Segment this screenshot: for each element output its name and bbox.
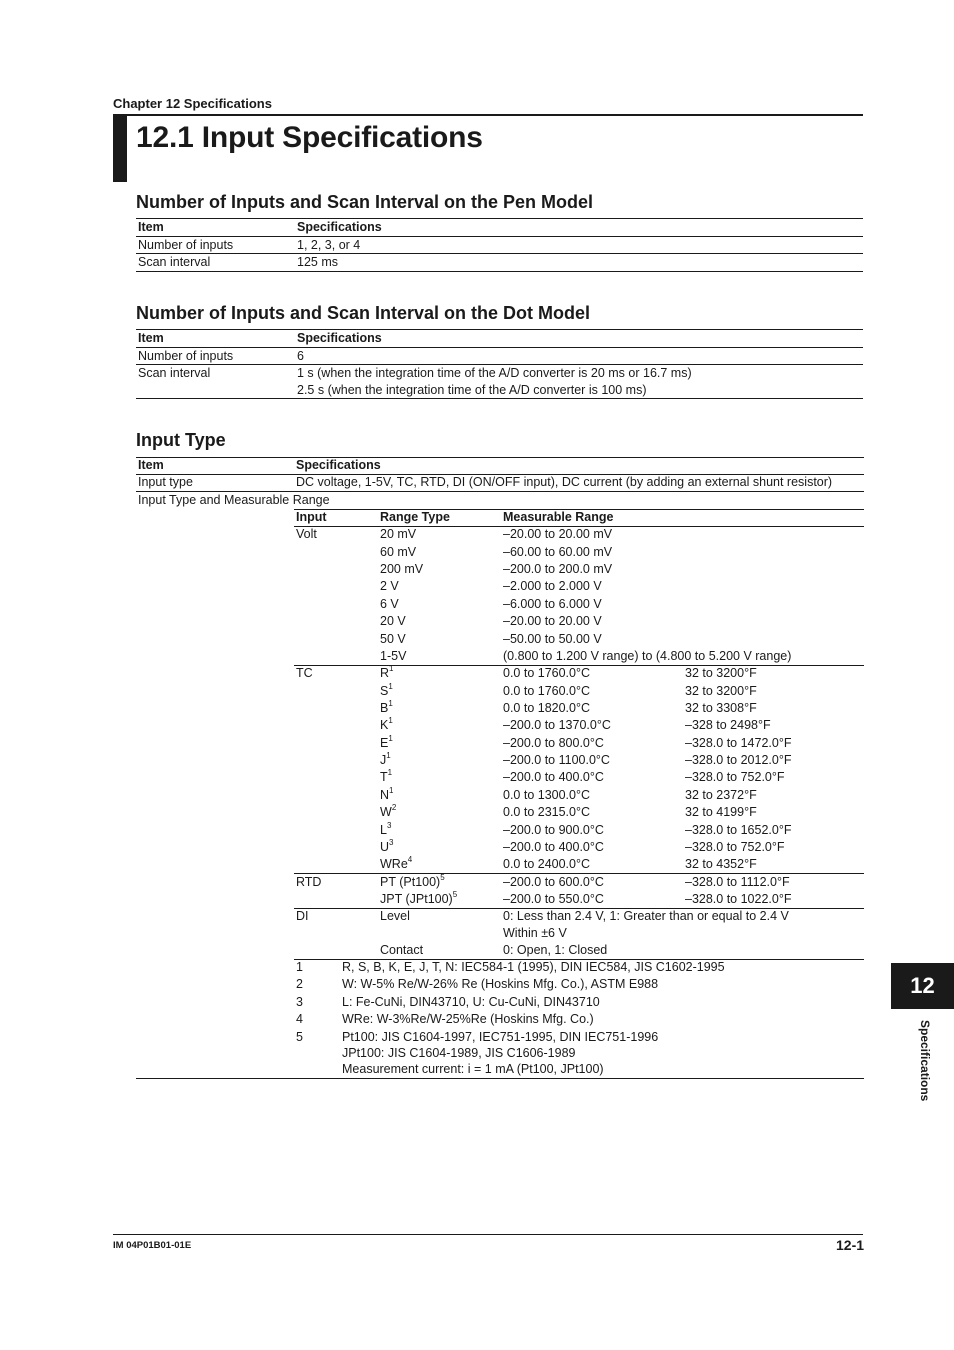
note-number: 5 [296, 1030, 303, 1044]
range-type: PT $(Pt100)^5$ [380, 873, 445, 889]
range-value: 0: Open, 1: Closed [503, 943, 608, 957]
row-item: Input type [138, 475, 193, 489]
row-item: Number of inputs [136, 236, 295, 254]
range-type: $J^1$ [380, 751, 391, 767]
range-type: $B^1$ [380, 699, 393, 715]
table-row [136, 365, 863, 399]
range-type: $L^3$ [380, 821, 392, 837]
range-type: $N^1$ [380, 786, 394, 802]
range-celsius: 0.0 to 1760.0°C [503, 684, 591, 698]
range-fahrenheit: 32 to 4199°F [685, 805, 757, 819]
range-celsius: –200.0 to 600.0°C [503, 875, 604, 889]
note-text: JPt100: JIS C1604-1989, JIS C1606-1989 [342, 1046, 576, 1060]
input-rtd: RTD [296, 875, 322, 889]
range-celsius: 0.0 to 1760.0°C [503, 666, 591, 680]
range-fahrenheit: –328.0 to 1472.0°F [685, 736, 792, 750]
range-type: 200 mV [380, 562, 424, 576]
range-value: –6.000 to 6.000 V [503, 597, 602, 611]
row-spec: 1, 2, 3, or 4 [295, 236, 863, 254]
sub-col-measurable: Measurable Range [503, 510, 614, 524]
chapter-tab[interactable]: 12 [891, 963, 954, 1009]
note-text: Measurement current: i = 1 mA (Pt100, JPt100) [342, 1062, 604, 1076]
range-value: –50.00 to 50.00 V [503, 632, 602, 646]
range-type: $W^2$ [380, 803, 397, 819]
range-celsius: –200.0 to 1370.0°C [503, 718, 611, 732]
range-value: 0: Less than 2.4 V, 1: Greater than or equal to 2.4 V [503, 909, 789, 923]
rule [136, 1078, 864, 1079]
range-celsius: –200.0 to 800.0°C [503, 736, 604, 750]
range-celsius: 0.0 to 1300.0°C [503, 788, 591, 802]
input-type-heading: Input Type [136, 430, 226, 450]
col-item: Item [138, 458, 164, 472]
col-item: Item [138, 331, 164, 345]
range-value: –200.0 to 200.0 mV [503, 562, 613, 576]
range-type: JPT $(JPt100)^5$ [380, 890, 458, 906]
range-celsius: –200.0 to 900.0°C [503, 823, 604, 837]
range-type: Level [380, 909, 410, 923]
range-celsius: –200.0 to 1100.0°C [503, 753, 610, 767]
range-fahrenheit: –328 to 2498°F [685, 718, 771, 732]
footer-rule [113, 1234, 863, 1235]
range-fahrenheit: –328.0 to 1652.0°F [685, 823, 792, 837]
rule [294, 873, 864, 874]
range-type: $T^1$ [380, 768, 393, 784]
input-tc: TC [296, 666, 313, 680]
row-spec: 125 ms [295, 254, 863, 272]
table-row [136, 347, 863, 365]
range-celsius: 0.0 to 2400.0°C [503, 857, 591, 871]
range-value: Within ±6 V [503, 926, 567, 940]
range-celsius: –200.0 to 400.0°C [503, 770, 604, 784]
range-type: $K^1$ [380, 716, 393, 732]
range-value: –20.00 to 20.00 V [503, 614, 602, 628]
range-fahrenheit: –328.0 to 1112.0°F [685, 875, 790, 889]
range-fahrenheit: –328.0 to 2012.0°F [685, 753, 792, 767]
note-text: W: W-5% Re/W-26% Re (Hoskins Mfg. Co.), ASTM E988 [342, 977, 659, 991]
row-spec [295, 365, 863, 399]
rule [136, 457, 864, 458]
range-fahrenheit: 32 to 3308°F [685, 701, 757, 715]
chapter-label: Chapter 12 Specifications [113, 96, 272, 111]
range-type: $U^3$ [380, 838, 394, 854]
note-text: WRe: W-3%Re/W-25%Re (Hoskins Mfg. Co.) [342, 1012, 594, 1026]
page-number: 12-1 [836, 1237, 865, 1253]
range-celsius: –200.0 to 550.0°C [503, 892, 604, 906]
pen-table [136, 218, 863, 272]
range-celsius: 0.0 to 2315.0°C [503, 805, 591, 819]
chapter-tab-label: Specifications [918, 1020, 932, 1102]
input-volt: Volt [296, 527, 317, 541]
input-di: DI [296, 909, 309, 923]
range-value: –20.00 to 20.00 mV [503, 527, 613, 541]
col-spec: Specifications [297, 331, 382, 345]
row-spec-line: 1 s (when the integration time of the A/D converter is 20 ms or 16.7 ms) [297, 366, 692, 380]
range-type: $S^1$ [380, 682, 393, 698]
col-item: Item [138, 220, 164, 234]
range-type: 2 V [380, 579, 399, 593]
row-spec: DC voltage, 1-5V, TC, RTD, DI (ON/OFF input), DC current (by adding an external shunt resistor) [296, 475, 833, 489]
range-fahrenheit: –328.0 to 752.0°F [685, 840, 785, 854]
range-fahrenheit: 32 to 4352°F [685, 857, 757, 871]
row-item: Number of inputs [136, 347, 295, 365]
input-type-table [136, 457, 864, 1082]
row-item: Scan interval [136, 365, 295, 399]
range-celsius: 0.0 to 1820.0°C [503, 701, 591, 715]
table-row [136, 236, 863, 254]
row-item: Input Type and Measurable Range [138, 493, 330, 507]
range-type: 6 V [380, 597, 399, 611]
range-type: Contact [380, 943, 424, 957]
row-spec: 6 [295, 347, 863, 365]
pen-heading: Number of Inputs and Scan Interval on the Pen Model [136, 192, 594, 212]
note-text: R, S, B, K, E, J, T, N: IEC584-1 (1995), DIN IEC584, JIS C1602-1995 [342, 960, 725, 974]
row-spec-line: 2.5 s (when the integration time of the A/D converter is 100 ms) [297, 382, 647, 397]
row-item: Scan interval [136, 254, 295, 272]
dot-heading: Number of Inputs and Scan Interval on the Dot Model [136, 303, 591, 323]
note-text: Pt100: JIS C1604-1997, IEC751-1995, DIN IEC751-1996 [342, 1030, 659, 1044]
note-number: 2 [296, 977, 303, 991]
range-type: 50 V [380, 632, 406, 646]
sub-col-input: Input [296, 510, 327, 524]
range-type: $E^1$ [380, 734, 393, 750]
range-fahrenheit: 32 to 3200°F [685, 684, 757, 698]
chapter-rule [113, 114, 863, 116]
range-type: WRe$^4$ [380, 855, 413, 871]
range-fahrenheit: –328.0 to 752.0°F [685, 770, 785, 784]
note-number: 1 [296, 960, 303, 974]
col-spec: Specifications [297, 220, 382, 234]
range-celsius: –200.0 to 400.0°C [503, 840, 604, 854]
note-text: L: Fe-CuNi, DIN43710, U: Cu-CuNi, DIN43710 [342, 995, 600, 1009]
range-type: 20 V [380, 614, 406, 628]
title-bar [113, 114, 127, 182]
range-fahrenheit: 32 to 3200°F [685, 666, 757, 680]
dot-table [136, 329, 863, 399]
footer-code: IM 04P01B01-01E [113, 1240, 192, 1251]
table-row [136, 254, 863, 272]
range-value: (0.800 to 1.200 V range) to (4.800 to 5.200 V range) [503, 649, 792, 663]
range-fahrenheit: 32 to 2372°F [685, 788, 757, 802]
sub-col-range-type: Range Type [380, 510, 450, 524]
rule [136, 491, 864, 492]
range-value: –2.000 to 2.000 V [503, 579, 602, 593]
range-value: –60.00 to 60.00 mV [503, 545, 613, 559]
range-fahrenheit: –328.0 to 1022.0°F [685, 892, 792, 906]
page-title: 12.1 Input Specifications [136, 121, 483, 154]
note-number: 4 [296, 1012, 303, 1026]
range-type: $R^1$ [380, 664, 394, 680]
range-type: 20 mV [380, 527, 417, 541]
note-number: 3 [296, 995, 303, 1009]
range-type: 1-5V [380, 649, 407, 663]
col-spec: Specifications [296, 458, 381, 472]
range-type: 60 mV [380, 545, 417, 559]
